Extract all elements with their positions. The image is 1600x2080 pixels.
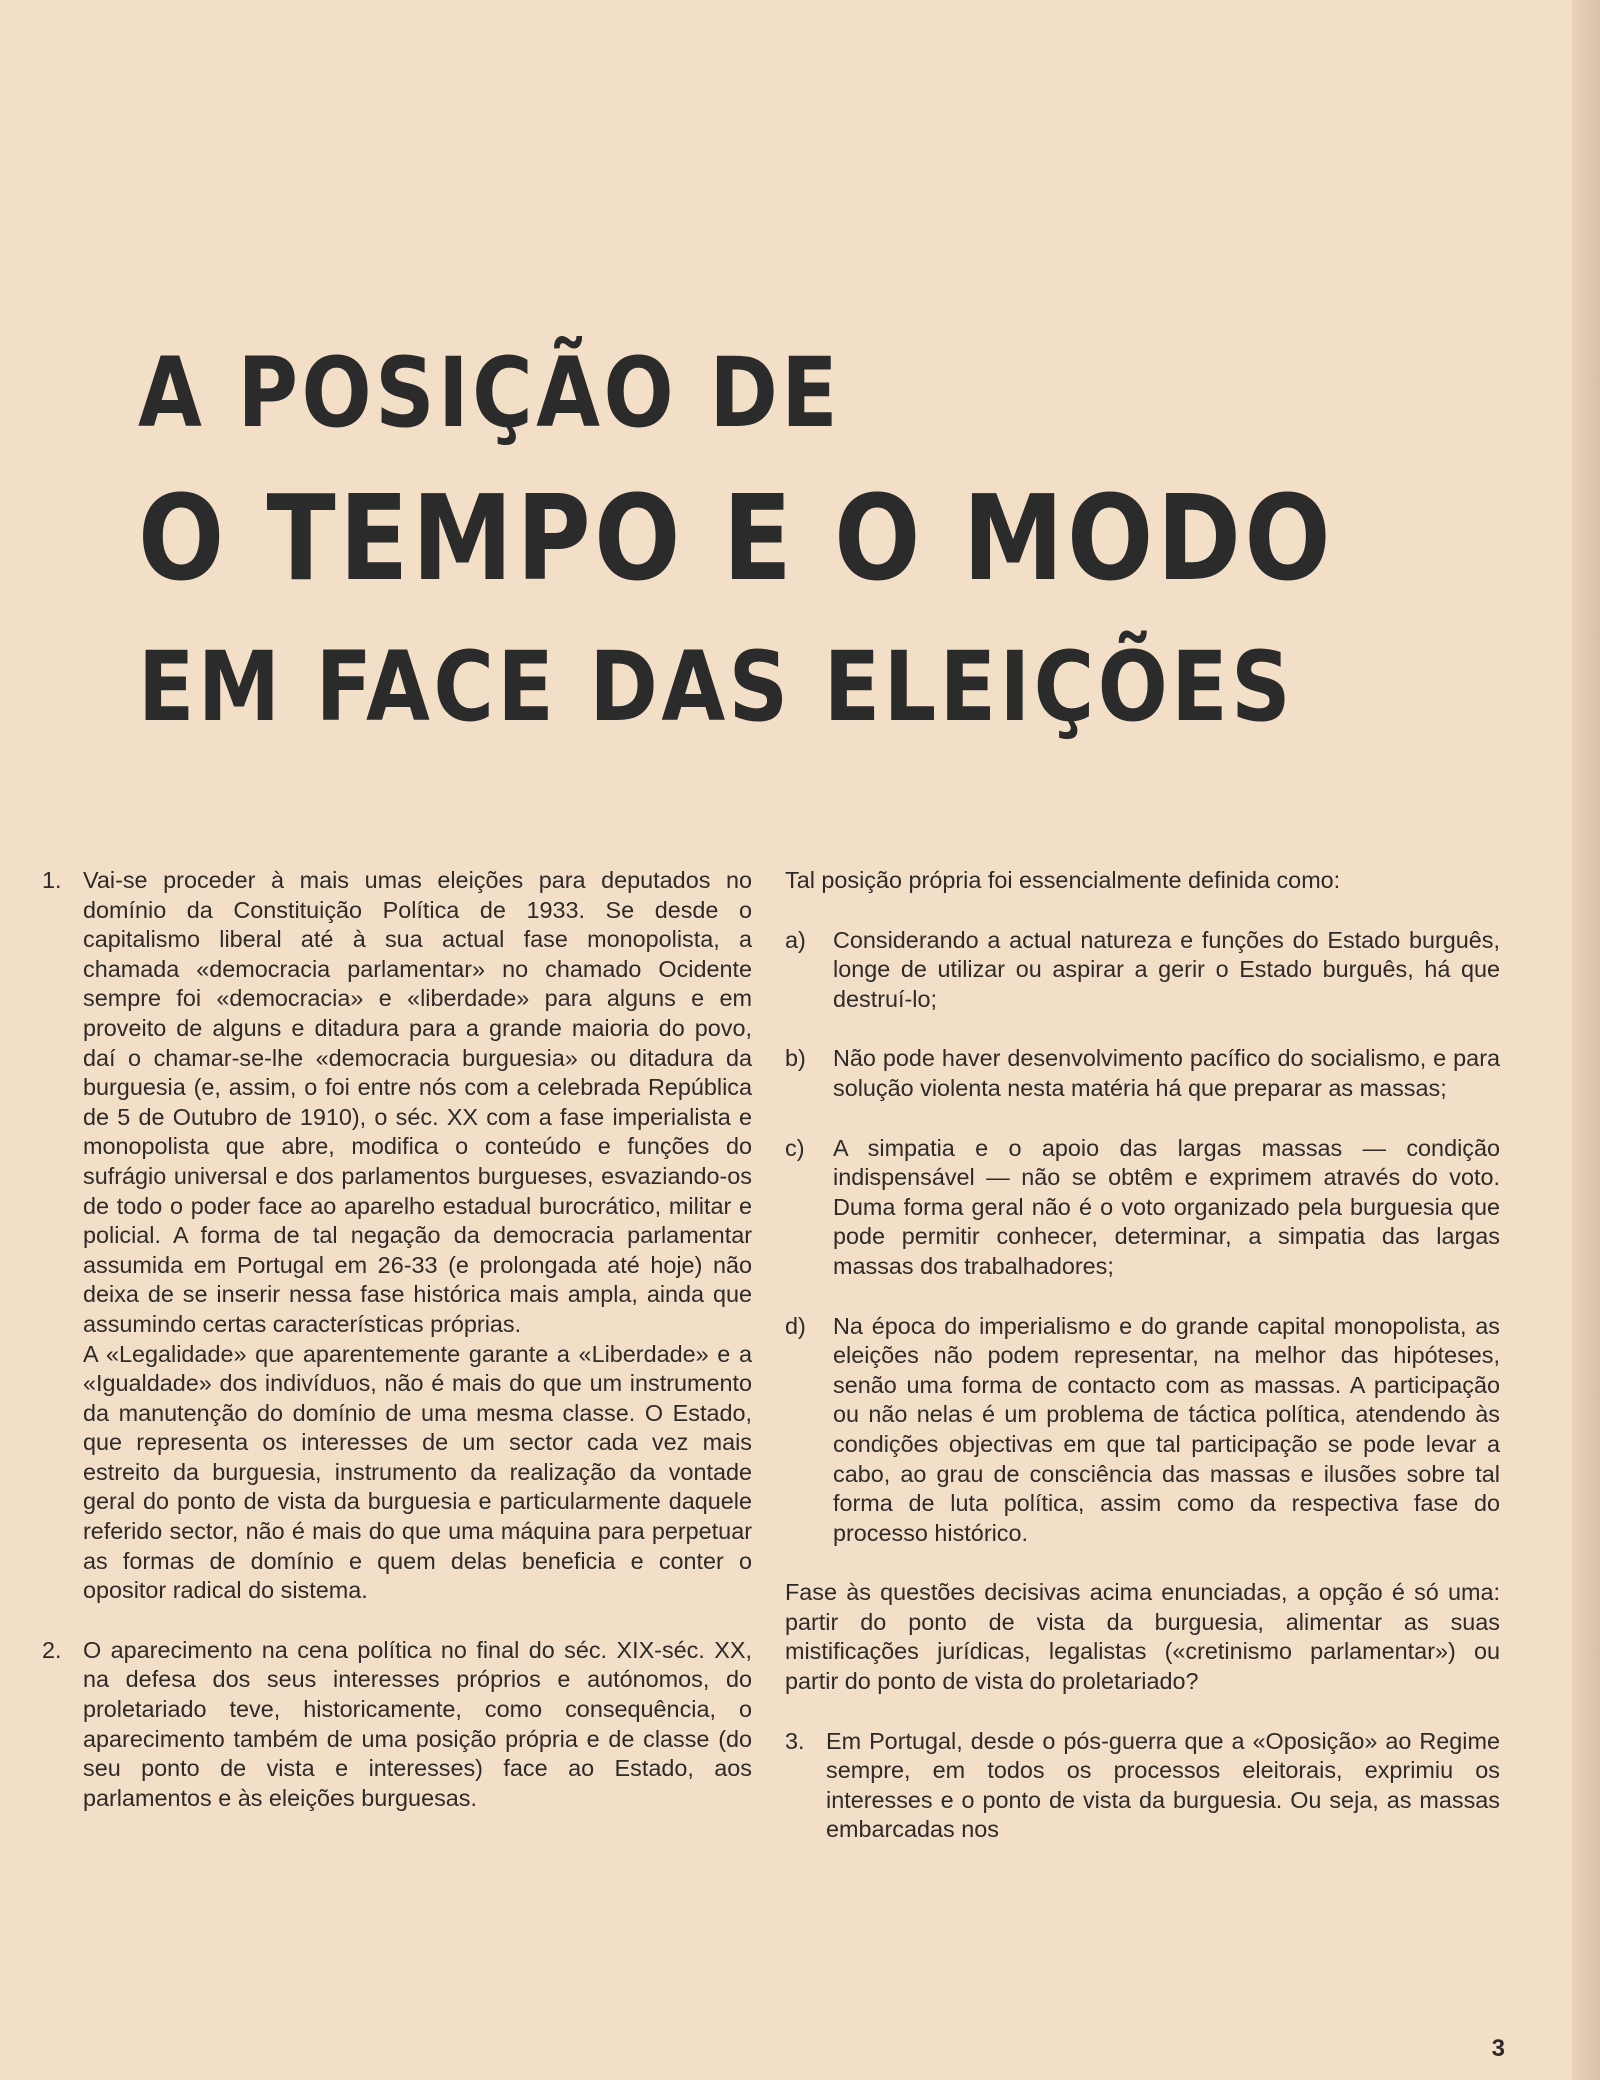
section-3 [785, 1727, 1500, 1845]
page-number: 3 [1491, 2035, 1505, 2062]
section-number: 2. [42, 1636, 62, 1663]
paragraph: Vai-se proceder à mais umas eleições para deputados no domínio da Constituição Política de 1933. Se desde o capitalismo liberal até à sua actual fase monopolista, a chamada «democracia parlamentar» no chamado Ocidente sempre foi «democracia» e «liberdade» para alguns e em proveito de alguns e ditadura para a grande maioria do povo, daí o chamar-se-lhe «democracia burguesia» ou ditadura da burguesia (e, assim, o foi entre nós com a celebrada República de 5 de Outubro de 1910), o séc. XX com a fase imperialista e monopolista que abre, modifica o conteúdo e funções do sufrágio universal e dos parlamentos burgueses, esvaziando-os de todo o poder face ao aparelho estadual burocrático, militar e policial. A forma de tal negação da democracia parlamentar assumida em Portugal em 26-33 (e prolongada até hoje) não deixa de se inserir nessa fase histórica mais ampla, ainda que assumindo certas características próprias. [83, 867, 752, 1337]
list-intro: Tal posição própria foi essencialmente definida como: [785, 867, 1341, 893]
conclusion-paragraph: Fase às questões decisivas acima enunciadas, a opção é só uma: partir do ponto de vista da burguesia, alimentar as suas mistificações jurídicas, legalistas («cretinismo parlamentar») ou partir do ponto de vista do proletariado? [785, 1579, 1500, 1695]
paragraph: O aparecimento na cena política no final do séc. XIX-séc. XX, na defesa dos seus interesses próprios e autónomos, do proletariado teve, historicamente, como consequência, o aparecimento também de uma posição própria e de classe (do seu ponto de vista e interesses) face ao Estado, aos parlamentos e às eleições burguesas. [83, 1636, 752, 1811]
title-line-2: O TEMPO E O MODO [138, 469, 1335, 607]
list-item-d [785, 1312, 1500, 1549]
section-1 [42, 866, 752, 1606]
section-number: 3. [785, 1727, 805, 1754]
title-line-3: EM FACE DAS ELEIÇÕES [138, 631, 1295, 743]
paragraph: Em Portugal, desde o pós-guerra que a «Oposição» ao Regime sempre, em todos os processos eleitorais, exprimiu os interesses e o ponto de vista da burguesia. Ou seja, as massas embarcadas nos [826, 1727, 1500, 1843]
paragraph: A «Legalidade» que aparentemente garante a «Liberdade» e a «Igualdade» dos indivíduos, não é mais do que um instrumento da manutenção do domínio de uma mesma classe. O Estado, que representa os interesses de um sector cada vez mais estreito da burguesia, instrumento da realização da vontade geral do ponto de vista da burguesia e particularmente daquele referido sector, não é mais do que uma máquina para perpetuar as formas de domínio e quem delas beneficia e conter o opositor radical do sistema. [83, 1340, 752, 1604]
list-item-a [785, 926, 1500, 1015]
list-text: Não pode haver desenvolvimento pacífico do socialismo, e para solução violenta nesta matéria há que preparar as massas; [833, 1045, 1500, 1101]
list-text: A simpatia e o apoio das largas massas — condição indispensável — não se obtêm e exprimem através do voto. Duma forma geral não é o voto organizado pela burguesia que pode permitir conhecer, determinar, a simpatia das largas massas dos trabalhadores; [833, 1134, 1500, 1279]
title-line-1: A POSIÇÃO DE [138, 337, 842, 449]
section-2 [42, 1636, 752, 1814]
right-column [785, 866, 1500, 1845]
list-item-c [785, 1134, 1500, 1282]
article-title [138, 337, 1335, 743]
section-number: 1. [42, 867, 62, 893]
list-text: Na época do imperialismo e do grande capital monopolista, as eleições não podem representar, na melhor das hipóteses, senão uma forma de contacto com as massas. A participação ou não nelas é um problema de táctica política, atendendo às condições objectivas em que tal participação se pode levar a cabo, ao grau de consciência das massas e ilusões sobre tal forma de luta política, assim como da respectiva fase do processo histórico. [833, 1312, 1500, 1546]
list-label: a) [785, 926, 806, 953]
list-item-b [785, 1044, 1500, 1103]
list-label: b) [785, 1045, 806, 1072]
page-edge [1572, 0, 1600, 2080]
list-label: d) [785, 1312, 806, 1339]
list-text: Considerando a actual natureza e funções do Estado burguês, longe de utilizar ou aspirar a gerir o Estado burguês, há que destruí-lo; [833, 926, 1500, 1012]
list-label: c) [785, 1134, 805, 1161]
left-column [42, 866, 752, 1813]
